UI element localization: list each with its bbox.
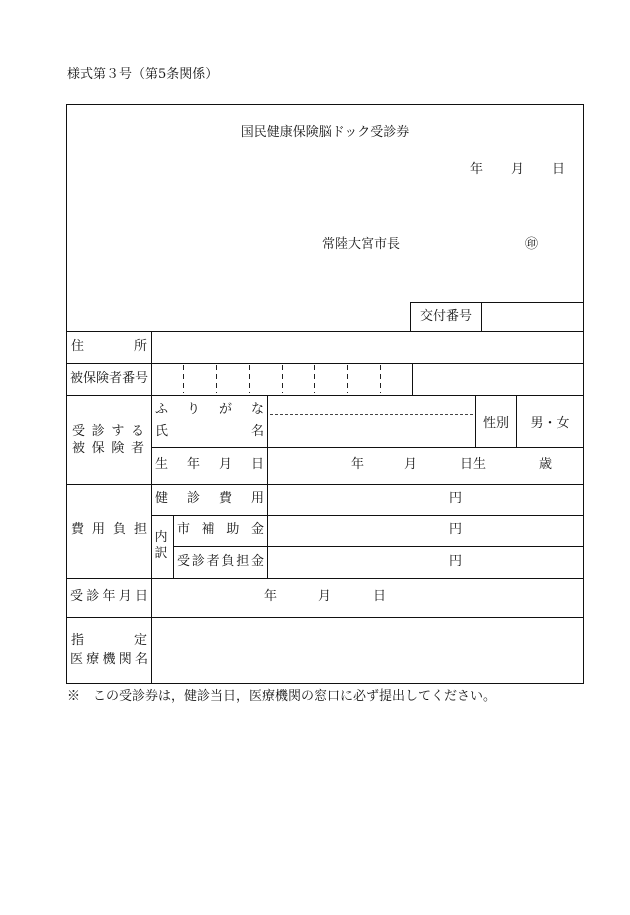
label-glyph: 診	[91, 424, 105, 439]
label-glyph: 関	[118, 652, 132, 667]
total-cost-label	[155, 490, 264, 508]
label-glyph: 診	[86, 589, 100, 604]
label-glyph: 健	[155, 491, 169, 506]
label-glyph: 氏	[155, 424, 169, 439]
examinee-label-line1	[72, 423, 144, 441]
label-glyph: 受	[72, 424, 86, 439]
label-glyph: 月	[218, 457, 232, 472]
label-glyph: 険	[96, 371, 110, 386]
insured-number-end-rule	[412, 363, 413, 395]
label-glyph: が	[218, 402, 232, 417]
institution-field	[152, 618, 583, 683]
furigana-label	[155, 401, 264, 419]
total-cost-yen-unit: 円	[449, 491, 463, 506]
name-field	[268, 396, 475, 447]
label-glyph: 号	[135, 371, 149, 386]
label-glyph: 金	[250, 554, 264, 569]
label-glyph: 金	[250, 522, 264, 537]
birth-month-unit: 月	[404, 457, 418, 472]
label-glyph: 者	[206, 554, 220, 569]
sex-options: 男・女	[530, 416, 570, 431]
form-frame-top	[66, 104, 584, 105]
label-glyph: 費	[71, 522, 85, 537]
birth-year-unit: 年	[351, 457, 365, 472]
issuer-name: 常陸大宮市長	[322, 237, 401, 252]
cost-burden-label	[71, 521, 147, 539]
label-glyph: な	[250, 402, 264, 417]
sex-label: 性別	[482, 416, 509, 431]
label-glyph: 担	[133, 522, 147, 537]
label-glyph: ふ	[155, 402, 169, 417]
birth-date-label	[155, 456, 264, 474]
label-glyph: 住	[71, 339, 85, 354]
examinee-share-yen-unit: 円	[449, 554, 463, 569]
label-glyph: 日	[134, 589, 148, 604]
label-glyph: 受	[70, 589, 84, 604]
age-unit: 歳	[539, 457, 553, 472]
breakdown-column-rule	[173, 515, 174, 578]
label-glyph: り	[186, 402, 200, 417]
birth-day-unit: 日生	[460, 457, 487, 472]
furigana-row-bottom-rule	[151, 447, 584, 448]
label-glyph: 険	[111, 441, 125, 456]
institution-label-line2	[70, 651, 148, 669]
label-glyph: 費	[218, 491, 232, 506]
form-frame-bottom	[66, 683, 584, 684]
certificate-title: 国民健康保険脳ドック受診券	[240, 125, 410, 140]
city-subsidy-yen-unit: 円	[449, 522, 463, 537]
footer-note: ※ この受診券は，健診当日，医療機関の窓口に必ず提出してください。	[67, 689, 497, 704]
label-glyph: 被	[72, 441, 86, 456]
name-label	[155, 423, 264, 441]
label-glyph: 年	[186, 457, 200, 472]
label-glyph: 名	[134, 652, 148, 667]
label-glyph: 月	[118, 589, 132, 604]
issue-date-year-unit: 年	[470, 162, 484, 177]
label-glyph: 療	[86, 652, 100, 667]
label-glyph: 者	[130, 441, 144, 456]
label-glyph: 保	[83, 371, 97, 386]
address-label	[71, 338, 147, 356]
breakdown-label: 内訳	[154, 530, 168, 561]
issue-date-month-unit: 月	[511, 162, 525, 177]
issue-date-day-unit: 日	[552, 162, 566, 177]
label-glyph: 者	[109, 371, 123, 386]
label-glyph: 生	[155, 457, 169, 472]
label-glyph: 機	[102, 652, 116, 667]
city-subsidy-label	[177, 521, 264, 539]
label-glyph: 日	[250, 457, 264, 472]
exam-date-label	[70, 588, 148, 606]
label-glyph: 受	[177, 554, 191, 569]
label-glyph: 番	[122, 371, 136, 386]
label-glyph: 担	[236, 554, 250, 569]
label-glyph: 所	[133, 339, 147, 354]
examinee-row-bottom-rule	[66, 484, 584, 485]
exam-day-unit: 日	[373, 589, 387, 604]
form-frame-right	[583, 104, 584, 684]
form-number-label: 様式第３号（第5条関係）	[67, 67, 219, 82]
label-glyph: 助	[226, 522, 240, 537]
institution-label-line1	[71, 632, 147, 650]
label-glyph: 補	[201, 522, 215, 537]
label-glyph: 市	[177, 522, 191, 537]
label-glyph: 被	[70, 371, 84, 386]
label-glyph: 定	[133, 633, 147, 648]
label-glyph: 診	[191, 554, 205, 569]
label-glyph: 医	[70, 652, 84, 667]
label-glyph: 保	[91, 441, 105, 456]
label-glyph: 負	[221, 554, 235, 569]
label-glyph: 年	[102, 589, 116, 604]
examinee-share-label	[177, 553, 264, 571]
seal-mark: ㊞	[525, 237, 539, 252]
total-cost-bottom-rule	[151, 515, 584, 516]
insured-number-digit-cells	[152, 364, 412, 395]
examinee-label-line2	[72, 440, 144, 458]
city-subsidy-bottom-rule	[173, 546, 584, 547]
label-glyph: 名	[250, 424, 264, 439]
label-glyph: る	[130, 424, 144, 439]
exam-month-unit: 月	[318, 589, 332, 604]
label-glyph: 用	[91, 522, 105, 537]
cost-row-bottom-rule	[66, 578, 584, 579]
exam-year-unit: 年	[264, 589, 278, 604]
label-glyph: 指	[71, 633, 85, 648]
issue-number-field	[482, 303, 583, 331]
issue-number-label: 交付番号	[419, 309, 472, 324]
form-frame-left	[66, 104, 67, 684]
label-glyph: す	[111, 424, 125, 439]
address-field	[152, 332, 583, 363]
label-glyph: 診	[186, 491, 200, 506]
label-glyph: 負	[112, 522, 126, 537]
label-glyph: 用	[250, 491, 264, 506]
insured-number-label	[70, 370, 148, 388]
